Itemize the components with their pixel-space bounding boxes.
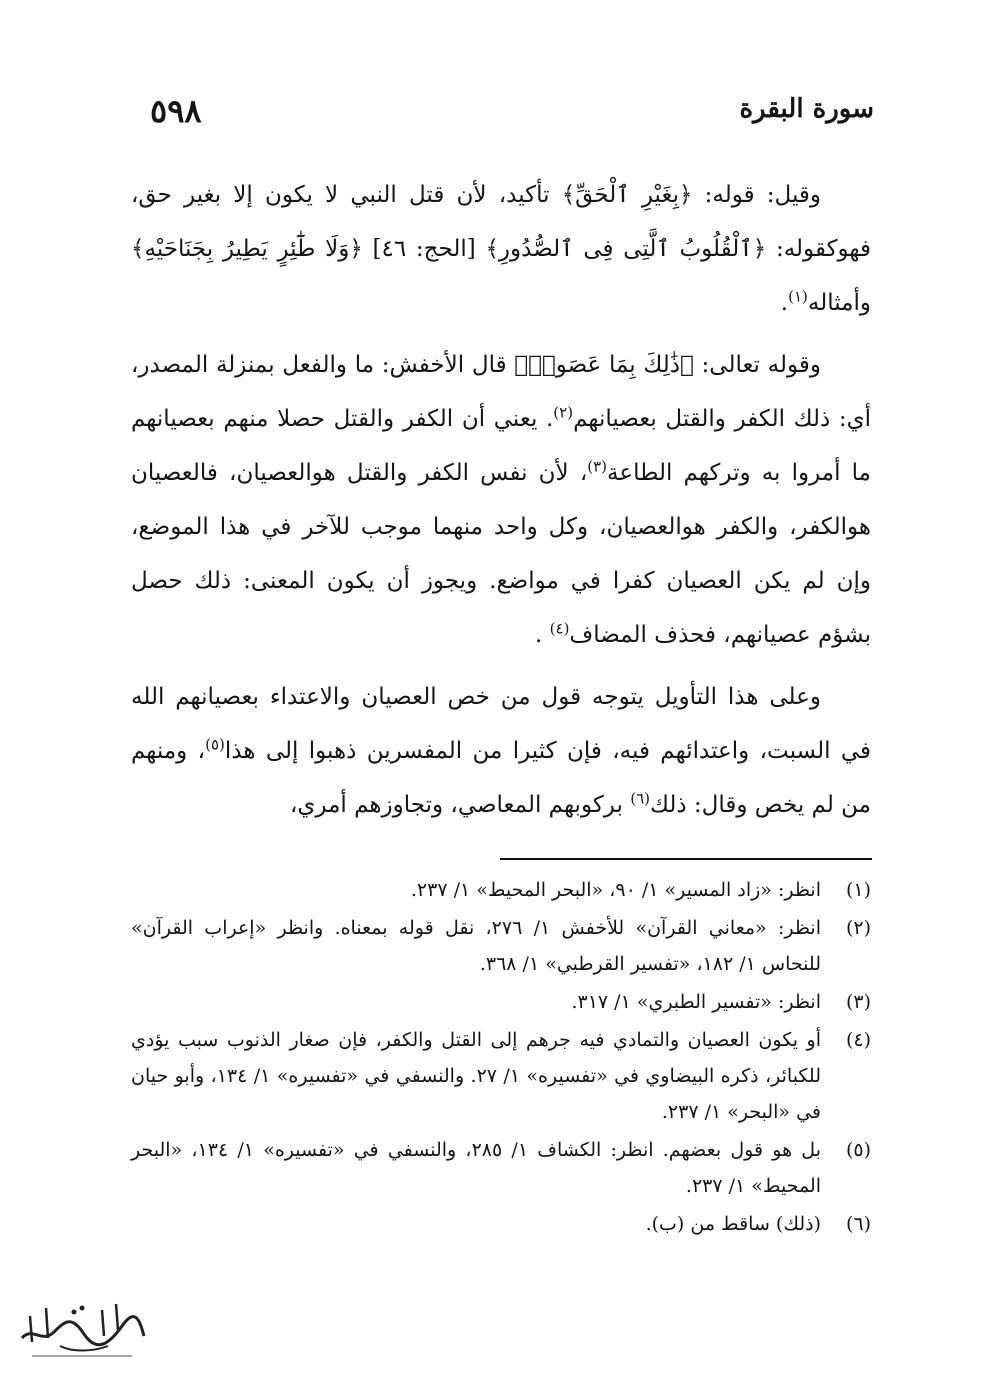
footnote-number: (٢): [845, 917, 871, 939]
footnote-ref-4: (٤): [549, 619, 570, 638]
footnote-2: [131, 910, 871, 982]
footnote-text: انظر: «تفسير الطبري» ١/ ٣١٧.: [571, 991, 821, 1013]
footnote-5: [131, 1132, 871, 1204]
footnotes: [131, 872, 871, 1244]
footnote-number: (٤): [845, 1029, 871, 1051]
footnote-number: (٥): [845, 1139, 871, 1161]
text-run: وقوله تعالى:: [693, 352, 821, 378]
text-run: قال الأخفش: ما والفعل بمنزلة المصدر، أي: ذلك الكفر والقتل بعصيانهم: [131, 352, 871, 432]
page-number: ٥٩٨: [150, 92, 202, 130]
paragraph-3: [131, 670, 871, 832]
main-text: [131, 168, 871, 840]
text-run: ، ومنهم من لم يخص وقال: ذلك: [131, 738, 871, 818]
text-run: .: [535, 622, 550, 648]
footnote-3: [131, 984, 871, 1020]
quran-verse: ﴿وَلَا طَٰٓئِرٍ يَطِيرُ بِجَنَاحَيْهِ﴾: [131, 236, 363, 262]
footnote-number: (٣): [845, 991, 871, 1013]
footnote-ref-1: (١): [788, 287, 808, 306]
surah-title: سورة البقرة: [739, 94, 874, 124]
text-run: وأمثاله: [807, 290, 871, 316]
footnote-text: انظر: «معاني القرآن» للأخفش ١/ ٢٧٦، نقل قوله بمعناه. وانظر «إعراب القرآن» للنحاس ١/ ١٨٢، «تفسير القرطبي» ١/ ٣٦٨.: [131, 917, 821, 975]
footnote-text: انظر: «زاد المسير» ١/ ٩٠، «البحر المحيط» ١/ ٢٣٧.: [410, 879, 821, 901]
text-run: .: [780, 290, 789, 316]
footnote-number: (١): [845, 879, 871, 901]
footnote-6: [131, 1206, 871, 1242]
footnote-ref-3: (٣): [587, 457, 608, 476]
logo-icon: [12, 1286, 152, 1366]
quran-verse: ﴿ذَٰلِكَ بِمَا عَصَوا۟﴾: [514, 352, 694, 378]
page-header: [150, 88, 874, 138]
text-run: وعلى هذا التأويل يتوجه قول من خص العصيان والاعتداء بعصيانهم الله في السبت، واعتدائهم فيه، فإن كثيرا من المفسرين ذهبوا إلى هذا: [131, 684, 872, 764]
footnote-ref-6: (٦): [630, 789, 650, 808]
footnote-1: [131, 872, 871, 908]
text-run: ، لأن نفس الكفر والقتل هوالعصيان، فالعصيان هوالكفر، والكفر هوالعصيان، وكل واحد منهما موجب للآخر في هذا الموضع، وإن لم يكن العصيان كفرا في مواضع. ويجوز أن يكون المعنى: ذلك حصل بشؤم عصيانهم، فحذف المضاف: [131, 460, 871, 648]
quran-verse: ﴿ٱلْقُلُوبُ ٱلَّتِى فِى ٱلصُّدُورِ﴾: [485, 236, 767, 262]
paragraph-1: [131, 168, 871, 330]
footnote-text: بل هو قول بعضهم. انظر: الكشاف ١/ ٢٨٥، والنسفي في «تفسيره» ١/ ١٣٤، «البحر المحيط» ١/ ٢٣٧.: [131, 1139, 821, 1197]
text-run: بركوبهم المعاصي، وتجاوزهم أمري،: [289, 792, 631, 818]
footnote-ref-5: (٥): [205, 735, 225, 754]
text-run: . يعني أن الكفر والقتل حصلا منهم بعصيانهم ما أمروا به وتركهم الطاعة: [131, 406, 871, 486]
footnote-4: [131, 1022, 871, 1130]
text-run: وقيل: قوله:: [692, 182, 822, 208]
text-run: تأكيد، لأن قتل النبي لا يكون إلا بغير حق، فهوكقوله:: [131, 182, 872, 262]
quran-verse: ﴿بِغَيْرِ ٱلْحَقِّ﴾: [561, 182, 693, 208]
footnote-separator: [500, 858, 872, 860]
verse-reference: [الحج: ٤٦]: [362, 236, 486, 262]
footnote-text: (ذلك) ساقط من (ب).: [645, 1213, 821, 1235]
footnote-number: (٦): [845, 1213, 871, 1235]
paragraph-2: [131, 338, 871, 662]
footnote-text: أو يكون العصيان والتمادي فيه جرهم إلى القتل والكفر، فإن صغار الذنوب سبب يؤدي للكبائر، ذكره البيضاوي في «تفسيره» ١/ ٢٧. والنسفي في «تفسيره» ١/ ١٣٤، وأبو حيان في «البحر» ١/ ٢٣٧.: [131, 1029, 821, 1123]
footnote-ref-2: (٢): [553, 403, 574, 422]
publisher-logo: [12, 1286, 152, 1366]
